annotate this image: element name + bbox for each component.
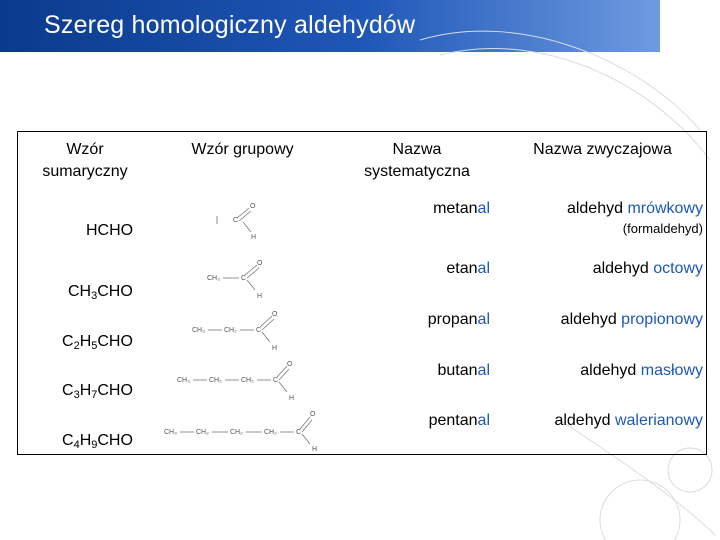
common-name: masłowy [640,362,703,379]
chain-ch2: CH₂ [230,429,243,436]
column-header-group: Wzór grupowy [191,141,294,158]
column-header-systematic: Nazwa systematyczna [364,141,470,180]
carbon-label: C [256,327,262,334]
row-5-structure [162,408,322,454]
common-name: mrówkowy [627,200,703,217]
page-title: Szereg homologiczny aldehydów [44,11,416,39]
row-2-formula: $CH_3CHO$ [68,283,133,302]
chain-ch3: CH₃ [177,377,190,384]
common-prefix: aldehyd [592,260,654,277]
common-name: octowy [653,260,703,277]
row-1-common [403,200,703,218]
hydrogen-label: H [272,345,278,352]
chain-ch3: CH₃ [207,275,220,282]
oxygen-label: O [257,260,263,267]
systematic-stem: propan [427,311,478,328]
chain-ch2: CH₂ [264,429,277,436]
row-1-structure [205,196,275,246]
row-3-structure [190,308,290,356]
systematic-suffix: al [477,200,490,217]
row-3-formula: $C_2H_5CHO$ [62,333,133,352]
systematic-suffix: al [477,362,490,379]
hydrogen-label: H [312,446,318,453]
chain-ch3: CH₃ [164,429,177,436]
chain-ch2: CH₂ [224,327,237,334]
common-prefix: aldehyd [554,412,615,429]
systematic-suffix: al [477,311,490,328]
systematic-stem: butan [437,362,478,379]
carbon-label: C [296,429,302,436]
common-prefix: aldehyd [580,362,641,379]
row-1-common-note: (formaldehyd) [622,221,703,236]
hydrogen-label: H [257,293,263,300]
row-4-common [403,362,703,380]
row-2-common [403,260,703,278]
carbon-label: C [233,217,239,224]
common-prefix: aldehyd [566,200,628,217]
systematic-stem: pentan [428,412,478,429]
systematic-stem: etan [446,260,478,277]
chain-ch2: CH₂ [209,377,222,384]
systematic-suffix: al [477,260,490,277]
common-name: walerianowy [614,412,703,429]
row-5-formula: $C_4H_9CHO$ [62,432,133,451]
chain-ch3: CH₃ [192,327,205,334]
carbon-label: C [241,275,247,282]
oxygen-label: O [250,203,256,210]
chain-ch2: CH₂ [196,429,209,436]
hydrogen-label: H [251,234,257,241]
common-name: propionowy [621,311,703,328]
row-1-formula: HCHO [86,222,134,239]
row-5-common [403,412,703,430]
oxygen-label: O [310,411,316,418]
oxygen-label: O [272,311,278,318]
common-prefix: aldehyd [560,311,622,328]
row-3-common [403,311,703,329]
systematic-suffix: al [477,412,490,429]
hydrogen-label: H [289,395,295,402]
systematic-stem: metan [433,200,478,217]
column-header-formula: Wzór sumaryczny [42,141,128,180]
row-4-formula: $C_3H_7CHO$ [62,382,133,401]
column-header-common: Nazwa zwyczajowa [533,141,672,158]
oxygen-label: O [287,361,293,368]
chain-ch2: CH₂ [241,377,254,384]
row-4-structure [175,358,300,404]
carbon-label: C [273,377,279,384]
row-2-structure [205,258,275,303]
